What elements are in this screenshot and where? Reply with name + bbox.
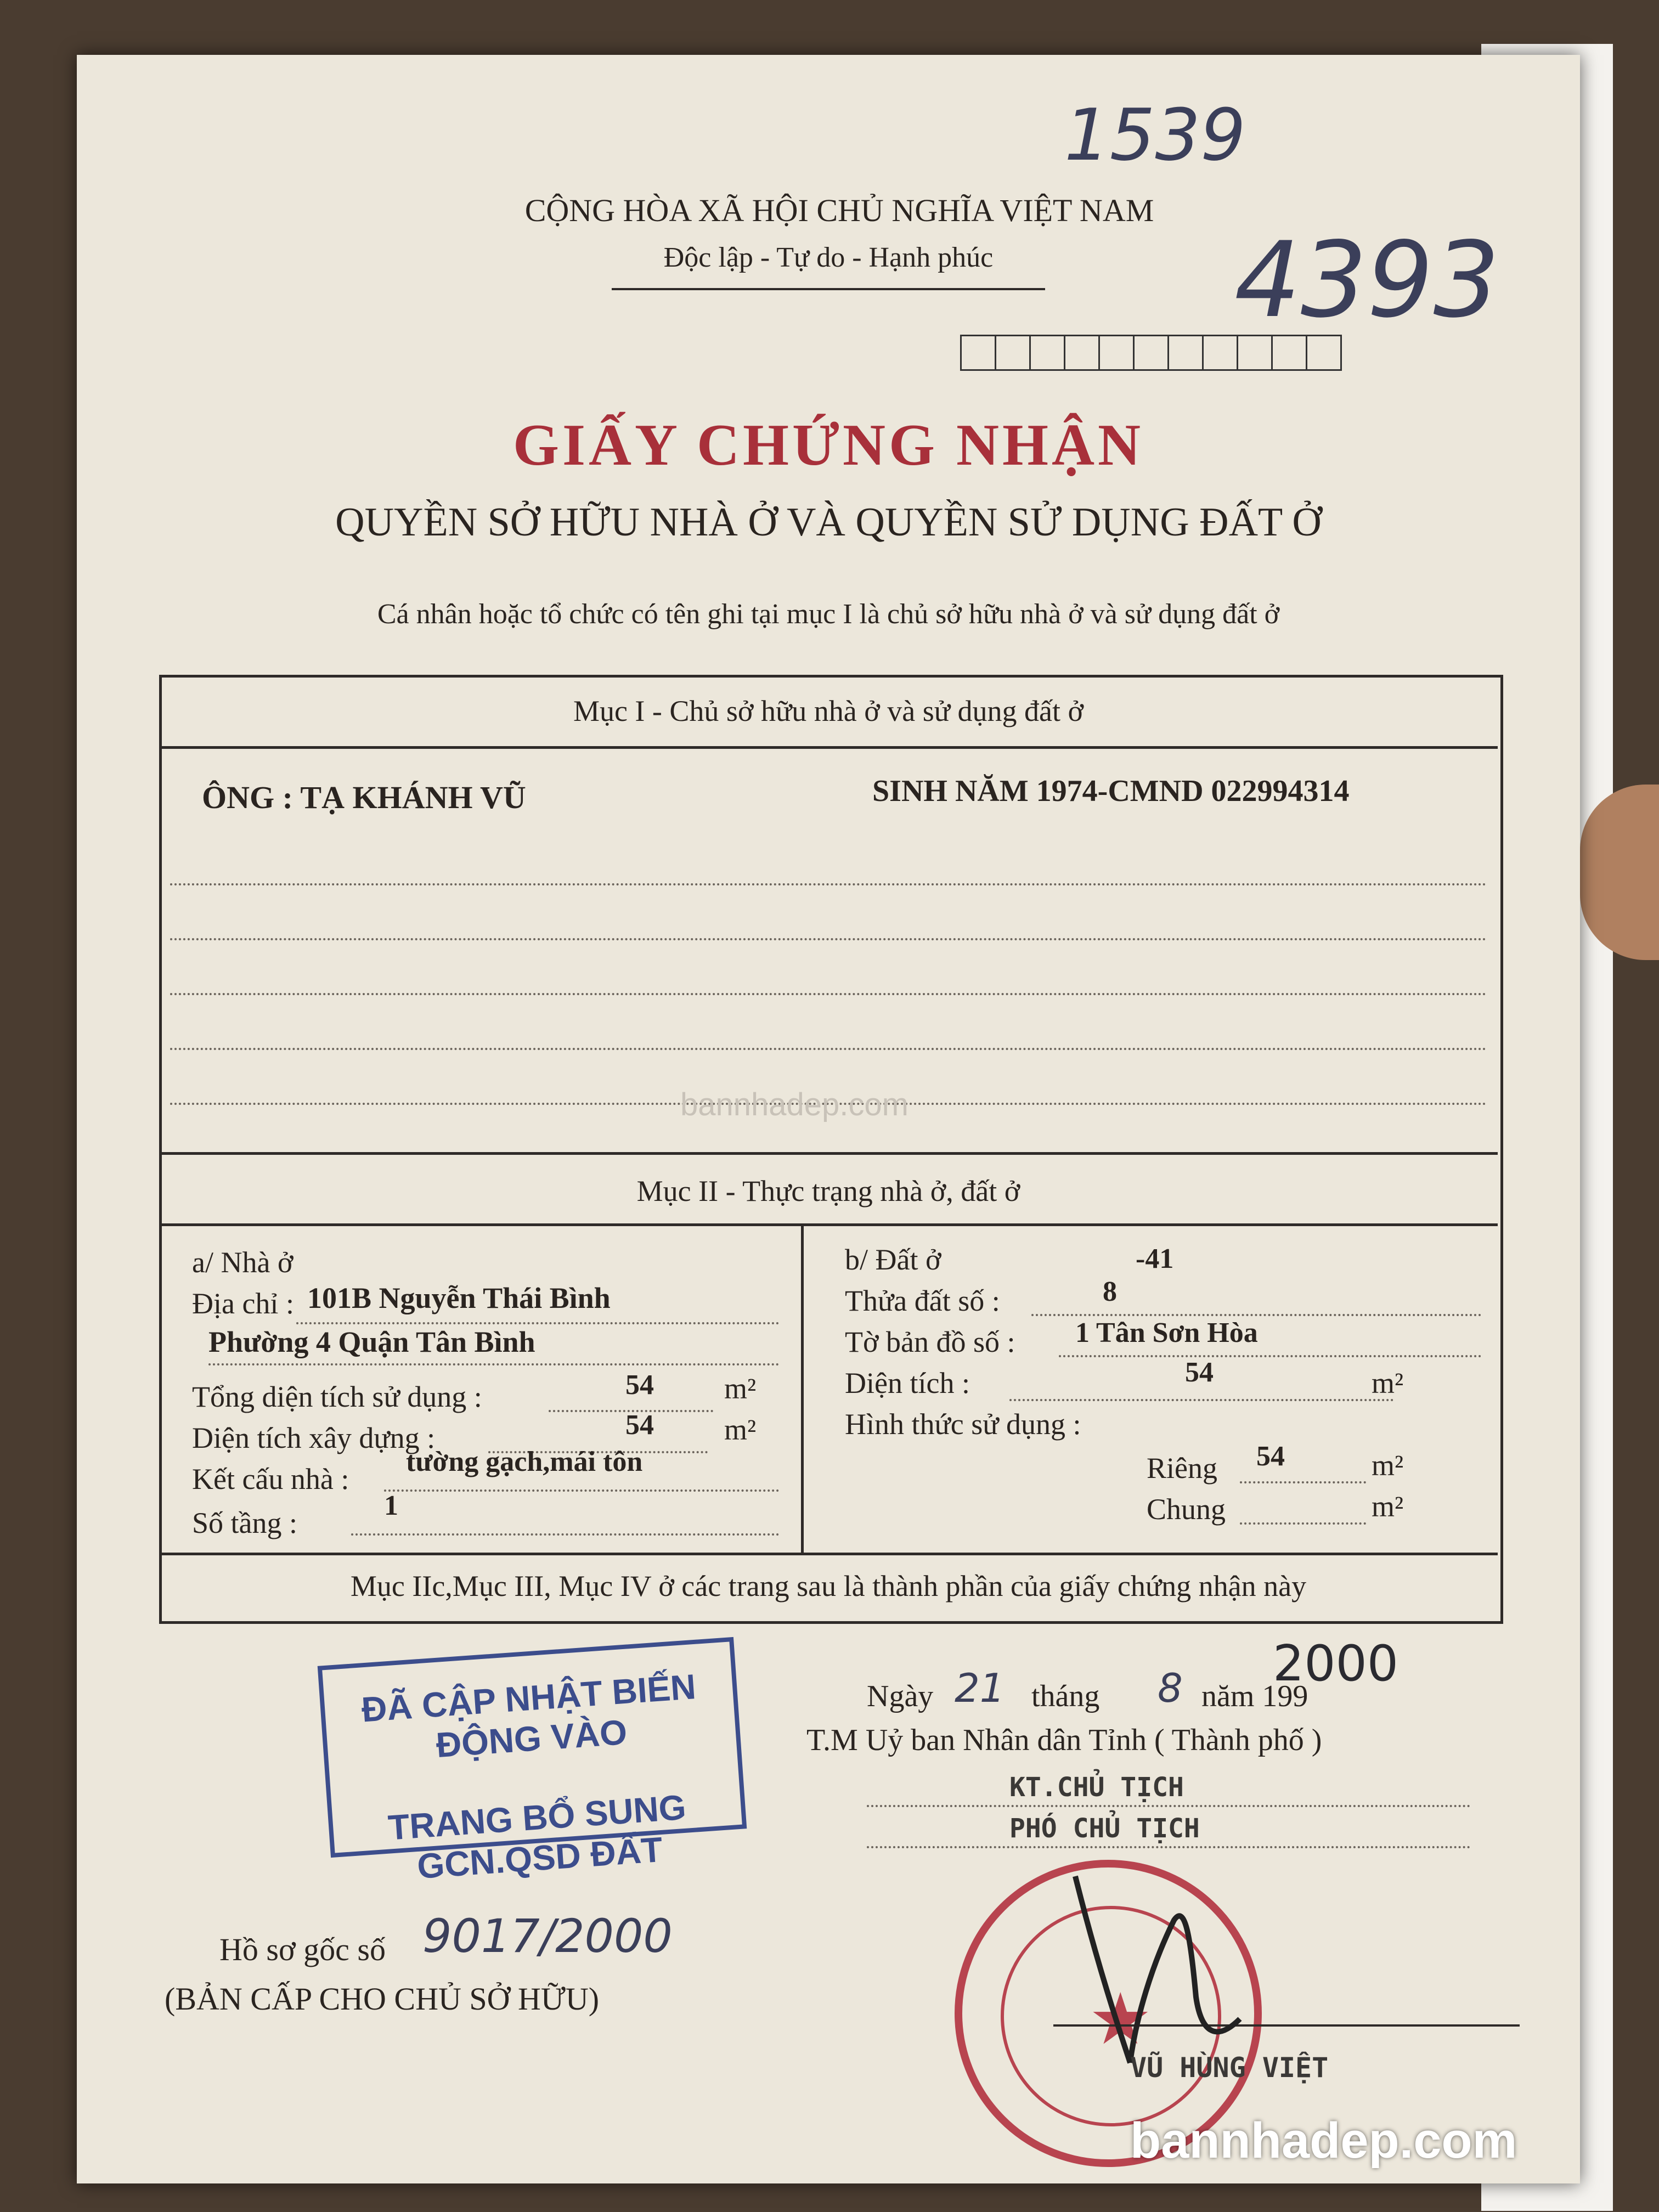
authority-line-1: T.M Uỷ ban Nhân dân Tỉnh ( Thành phố ) (806, 1723, 1322, 1757)
section-2-heading-divider (159, 1223, 1498, 1226)
date-day-value: 21 (955, 1665, 1005, 1711)
structure-dotted-line (384, 1489, 779, 1492)
file-number-label: Hồ sơ gốc số (219, 1932, 386, 1967)
private-unit: m² (1372, 1449, 1404, 1482)
section-2-footer: Mục IIc,Mục III, Mục IV ở các trang sau là thành phần của giấy chứng nhận này (350, 1570, 1307, 1602)
certificate-note: Cá nhân hoặc tổ chức có tên ghi tại mục I là chủ sở hữu nhà ở và sử dụng đất ở (377, 599, 1280, 630)
house-label: a/ Nhà ở (192, 1246, 294, 1279)
authority-dotted-line (867, 1846, 1470, 1848)
section-2-bottom-divider (159, 1553, 1498, 1555)
address-line-1: 101B Nguyễn Thái Bình (307, 1282, 611, 1314)
section-1-dotted-line (170, 938, 1487, 940)
official-seal: ★ (955, 1860, 1262, 2167)
shared-label: Chung (1147, 1493, 1226, 1526)
map-value: 1 Tân Sơn Hòa (1075, 1317, 1258, 1348)
section-1-heading-divider (159, 746, 1498, 749)
bottom-watermark: bannhadep.com (1130, 2113, 1517, 2169)
authority-line-2: KT.CHỦ TỊCH (1009, 1772, 1184, 1803)
total-area-unit: m² (724, 1372, 757, 1405)
private-label: Riêng (1147, 1452, 1217, 1485)
plot-value: 8 (1103, 1276, 1117, 1307)
build-area-unit: m² (724, 1413, 757, 1446)
address-line-2: Phường 4 Quận Tân Bình (208, 1325, 535, 1358)
motto-underline (612, 288, 1045, 290)
land-label: b/ Đất ở (845, 1243, 941, 1276)
land-area-label: Diện tích : (845, 1367, 970, 1400)
copy-note: (BẢN CẤP CHO CHỦ SỞ HỮU) (165, 1981, 600, 2017)
update-stamp (318, 1637, 747, 1887)
land-area-value: 54 (1185, 1357, 1214, 1388)
structure-value: tường gạch,mái tôn (406, 1446, 643, 1477)
section-1-heading: Mục I - Chủ sở hữu nhà ở và sử dụng đất ở (573, 695, 1084, 727)
land-suffix: -41 (1136, 1243, 1174, 1274)
signer-name: VŨ HÙNG VIỆT (1130, 2052, 1329, 2084)
owner-birth-id: SINH NĂM 1974-CMND 022994314 (872, 774, 1350, 808)
private-dotted-line (1240, 1481, 1366, 1483)
certificate-page (77, 55, 1580, 2183)
floors-value: 1 (384, 1490, 398, 1521)
build-area-label: Diện tích xây dựng : (192, 1421, 436, 1454)
address-dotted-line (208, 1363, 779, 1365)
date-day-label: Ngày (867, 1679, 934, 1713)
address-label: Địa chỉ : (192, 1287, 294, 1320)
handwritten-signature (1053, 1854, 1284, 2085)
date-year-label: năm 199 (1201, 1679, 1308, 1713)
map-dotted-line (1059, 1355, 1481, 1357)
authority-dotted-line (867, 1805, 1470, 1807)
owner-name: ÔNG : TẠ KHÁNH VŨ (202, 780, 526, 815)
date-month-label: tháng (1031, 1679, 1100, 1713)
floors-label: Số tầng : (192, 1506, 298, 1539)
section-2-heading: Mục II - Thực trạng nhà ở, đất ở (636, 1175, 1020, 1207)
center-watermark: bannhadep.com (680, 1087, 909, 1122)
handwritten-serial-number: 4393 (1234, 219, 1500, 341)
total-area-value: 54 (625, 1369, 654, 1401)
address-dotted-line (296, 1322, 779, 1324)
date-year-handwritten: 2000 (1273, 1635, 1399, 1692)
section-2-column-divider (801, 1223, 804, 1553)
handwritten-top-number: 1539 (1064, 93, 1246, 177)
map-label: Tờ bản đồ số : (845, 1325, 1015, 1358)
section-2-top-divider (159, 1152, 1498, 1155)
section-1-dotted-line (170, 883, 1487, 885)
total-area-label: Tổng diện tích sử dụng : (192, 1380, 482, 1413)
authority-line-3: PHÓ CHỦ TỊCH (1009, 1813, 1200, 1844)
serial-grid (960, 335, 1344, 371)
private-value: 54 (1256, 1441, 1285, 1472)
usage-label: Hình thức sử dụng : (845, 1408, 1081, 1441)
land-area-dotted-line (1009, 1399, 1393, 1401)
motto: Độc lập - Tự do - Hạnh phúc (663, 242, 994, 273)
floors-dotted-line (351, 1533, 779, 1536)
file-number-value: 9017/2000 (422, 1909, 673, 1963)
section-1-dotted-line (170, 993, 1487, 995)
update-stamp-line-1: ĐÃ CẬP NHẬT BIẾN ĐỘNG VÀO (360, 1667, 697, 1765)
build-area-value: 54 (625, 1409, 654, 1441)
update-stamp-line-2: TRANG BỔ SUNG GCN.QSD ĐẤT (387, 1787, 687, 1887)
certificate-subtitle: QUYỀN SỞ HỮU NHÀ Ở VÀ QUYỀN SỬ DỤNG ĐẤT Ở (335, 500, 1322, 545)
structure-label: Kết cấu nhà : (192, 1463, 349, 1496)
certificate-title: GIẤY CHỨNG NHẬN (513, 413, 1144, 478)
plot-dotted-line (1031, 1314, 1481, 1316)
shared-dotted-line (1240, 1522, 1366, 1525)
shared-unit: m² (1372, 1490, 1404, 1523)
section-1-dotted-line (170, 1048, 1487, 1050)
land-area-unit: m² (1372, 1367, 1404, 1400)
plot-label: Thửa đất số : (845, 1284, 1000, 1317)
republic-heading: CỘNG HÒA XÃ HỘI CHỦ NGHĨA VIỆT NAM (524, 193, 1154, 228)
date-month-value: 8 (1158, 1665, 1183, 1711)
